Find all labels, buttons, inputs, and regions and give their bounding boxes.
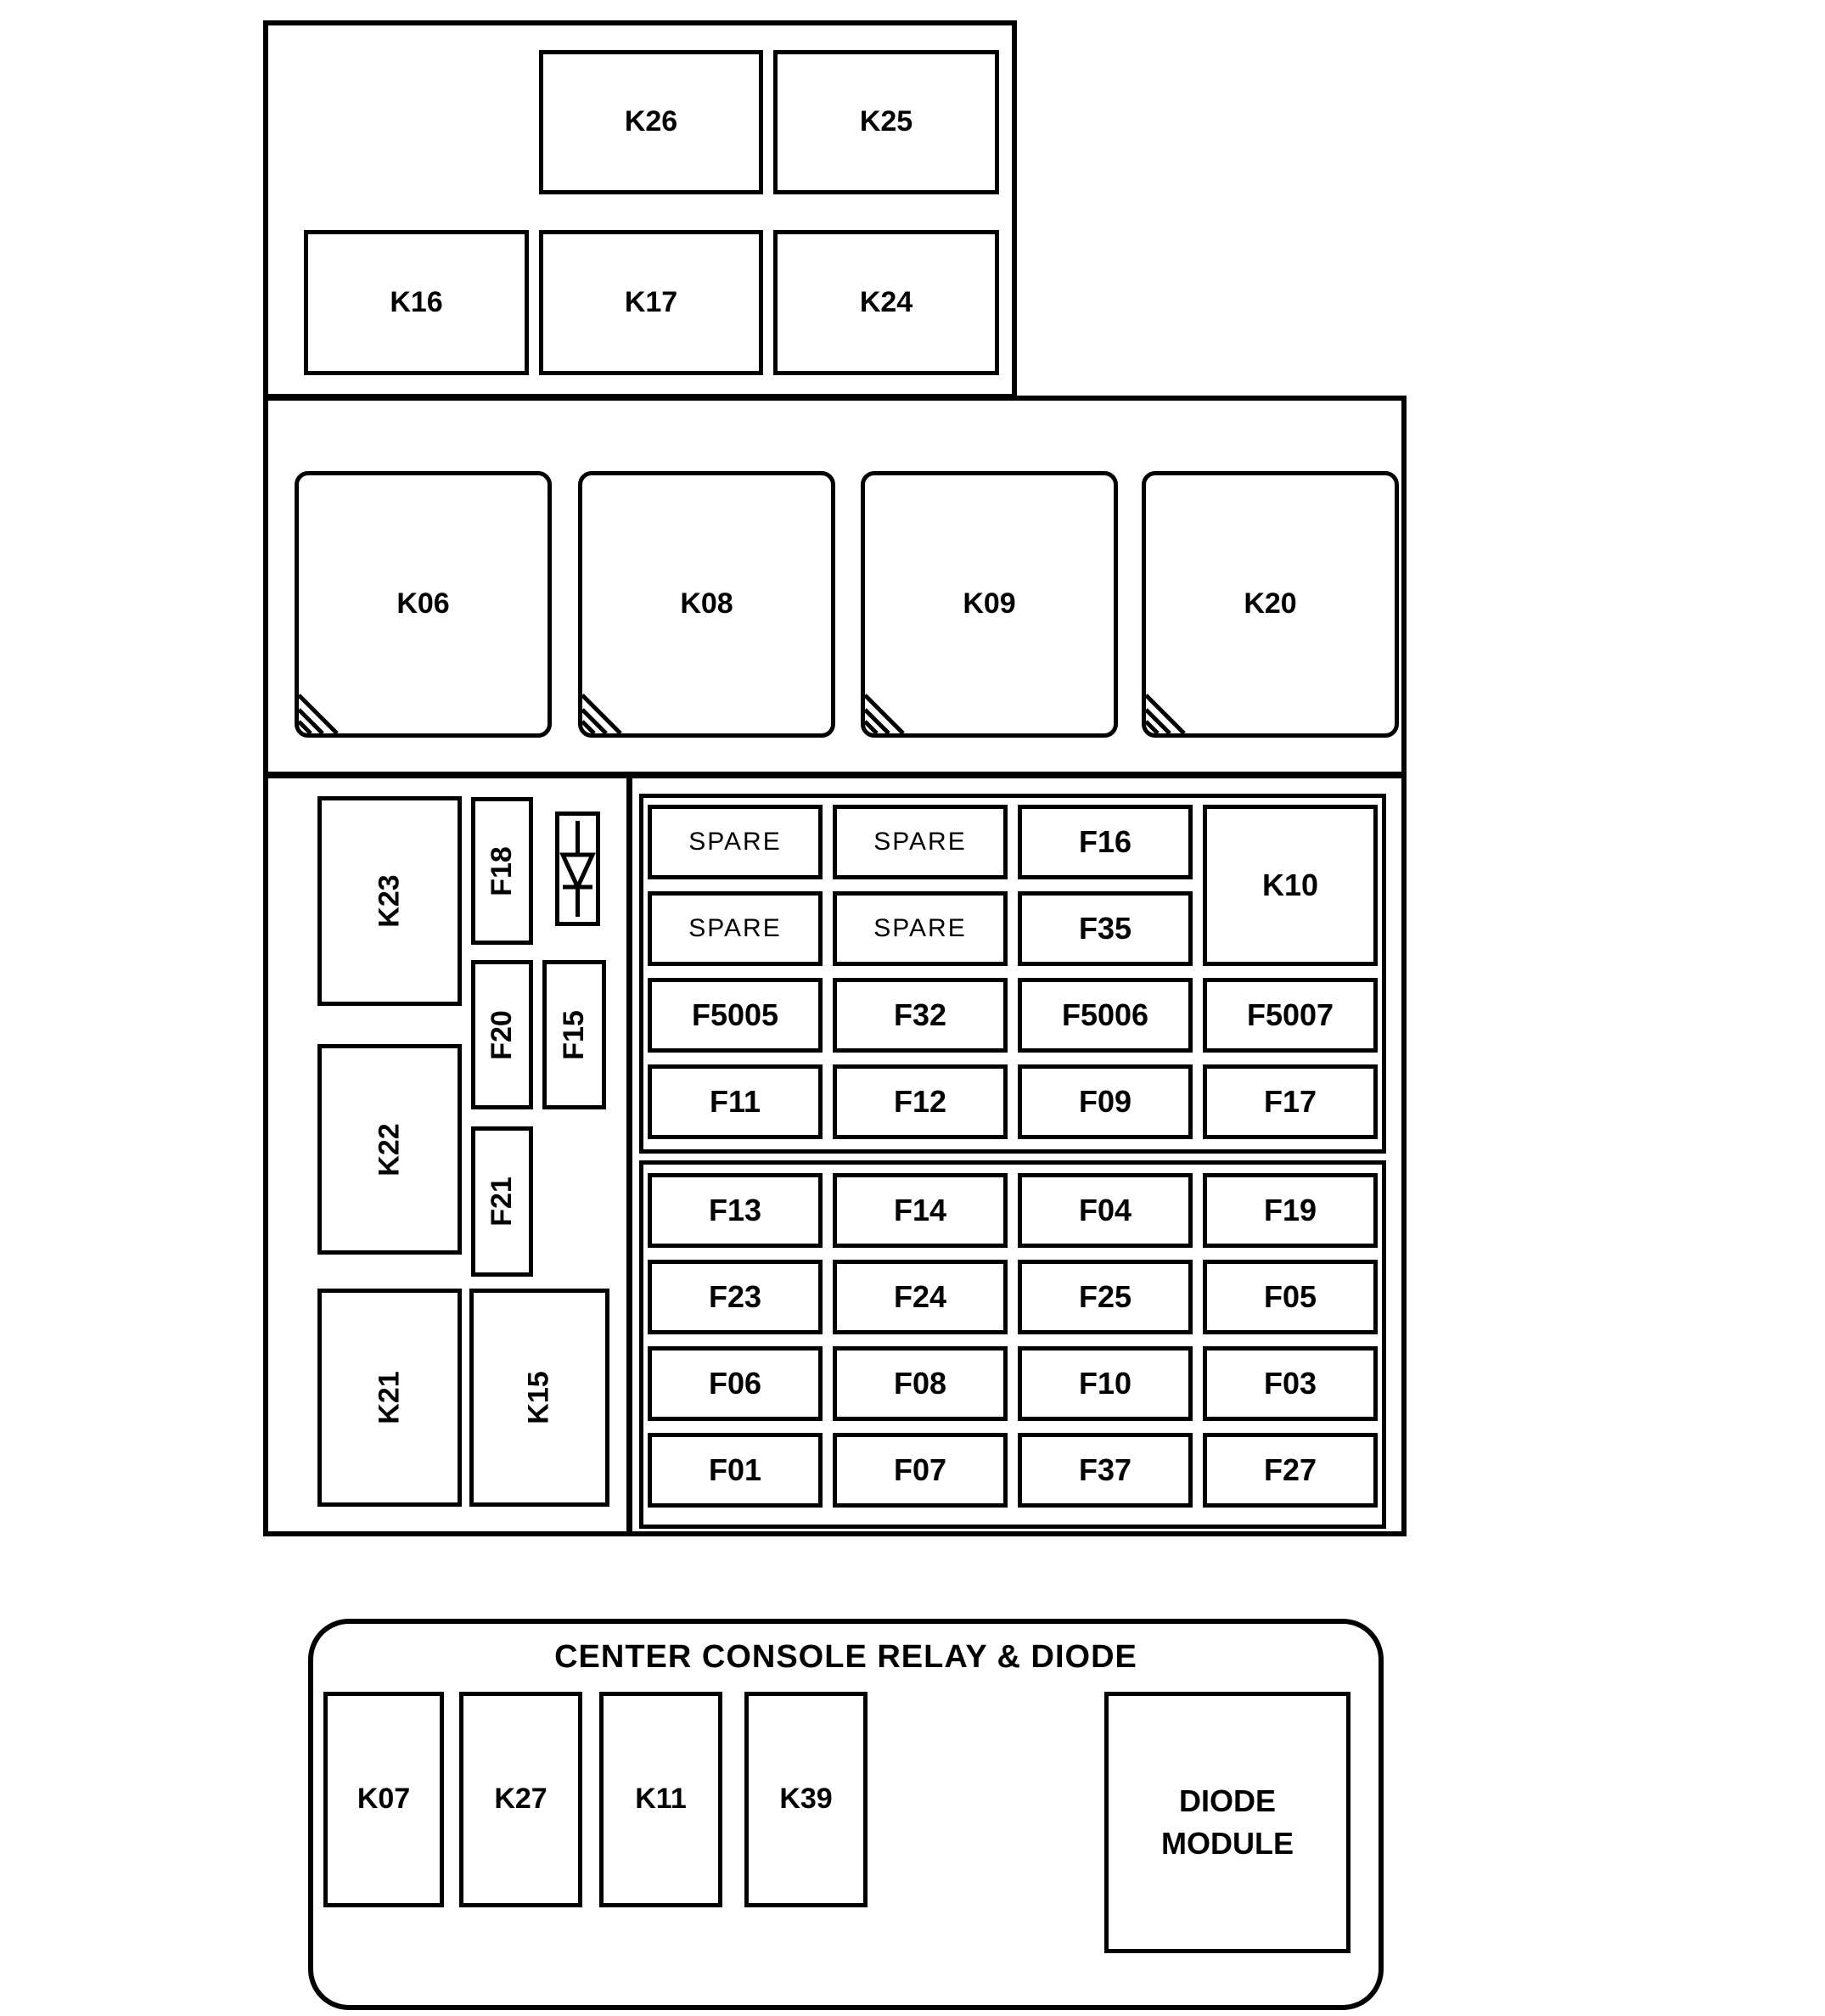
- hatched-corner-icon: [865, 691, 907, 733]
- fuse-f27: [1203, 1433, 1378, 1508]
- fuse-panel: [263, 773, 1407, 1536]
- fuse-f18: [471, 797, 533, 945]
- relay-k10: [1203, 805, 1378, 966]
- relay-k06: [295, 471, 552, 738]
- relay-k22: [317, 1044, 462, 1255]
- relay-k21: [317, 1289, 462, 1507]
- relay-k26: [539, 50, 763, 194]
- fuse-label: F04: [1078, 1193, 1132, 1227]
- relay-k20: [1142, 471, 1399, 738]
- fuse-f32: [833, 978, 1008, 1053]
- fuse-f01: [648, 1433, 823, 1508]
- fuse-f12: [833, 1064, 1008, 1139]
- diode-module-box: [1104, 1692, 1350, 1953]
- relay-label: K09: [963, 587, 1016, 621]
- fuse-label: F5006: [1061, 997, 1149, 1032]
- fuse-label: F08: [893, 1366, 947, 1401]
- fuse-label: F19: [1263, 1193, 1317, 1227]
- fuse-f14: [833, 1173, 1008, 1248]
- relay-label: K07: [357, 1783, 411, 1816]
- fuse-label: F07: [893, 1452, 947, 1487]
- fuse-label: F32: [893, 997, 947, 1032]
- relay-k27: [459, 1692, 582, 1907]
- relay-k25: [773, 50, 999, 194]
- relay-label: K17: [624, 285, 678, 318]
- fuse-f21: [471, 1126, 533, 1277]
- fuse-f09: [1018, 1064, 1193, 1139]
- fuse-label: F21: [486, 1176, 518, 1227]
- hatched-corner-icon: [299, 691, 341, 733]
- relay-k23: [317, 796, 462, 1006]
- fuse-label: F5007: [1246, 997, 1334, 1032]
- console-title: CENTER CONSOLE RELAY & DIODE: [554, 1639, 1137, 1675]
- relay-k24: [773, 230, 999, 375]
- relay-label: K10: [1261, 868, 1319, 902]
- spare-label: SPARE: [688, 828, 782, 856]
- relay-label: K16: [390, 285, 443, 318]
- panel-divider: [626, 778, 632, 1531]
- fuse-f13: [648, 1173, 823, 1248]
- spare-label: SPARE: [873, 914, 967, 942]
- fuse-f37: [1018, 1433, 1193, 1508]
- relay-k39: [744, 1692, 868, 1907]
- relay-label: K20: [1244, 587, 1297, 621]
- fuse-f19: [1203, 1173, 1378, 1248]
- fuse-label: F05: [1263, 1279, 1317, 1314]
- relay-label: K21: [373, 1371, 406, 1424]
- fuse-label: F15: [558, 1009, 590, 1060]
- fuse-grid-bottom: [639, 1160, 1386, 1529]
- fuse-f03: [1203, 1346, 1378, 1421]
- fuse-label: F09: [1078, 1084, 1132, 1119]
- diode-module-label: DIODE MODULE: [1161, 1783, 1294, 1861]
- hatched-corner-icon: [582, 691, 625, 733]
- relay-k11: [599, 1692, 722, 1907]
- fuse-label: F20: [486, 1009, 518, 1060]
- spare-fuse-cell: [648, 891, 823, 966]
- fuse-f20: [471, 960, 533, 1109]
- relay-label: K24: [859, 285, 913, 318]
- relay-label: K08: [680, 587, 733, 621]
- relay-k17: [539, 230, 763, 375]
- relay-k16: [304, 230, 529, 375]
- fuse-label: F03: [1263, 1366, 1317, 1401]
- relay-k09: [861, 471, 1118, 738]
- fuse-f06: [648, 1346, 823, 1421]
- fuse-f5007: [1203, 978, 1378, 1053]
- fuse-label: F13: [708, 1193, 762, 1227]
- fuse-label: F18: [486, 845, 518, 896]
- main-relay-box: [263, 396, 1407, 777]
- fuse-f25: [1018, 1260, 1193, 1334]
- relay-k15: [469, 1289, 609, 1507]
- fuse-f17: [1203, 1064, 1378, 1139]
- fuse-f07: [833, 1433, 1008, 1508]
- fuse-f08: [833, 1346, 1008, 1421]
- hatched-corner-icon: [1146, 691, 1188, 733]
- fuse-label: F24: [893, 1279, 947, 1314]
- fuse-grid-top: [639, 794, 1386, 1154]
- spare-fuse-cell: [648, 805, 823, 879]
- diode-box: [555, 811, 600, 926]
- fuse-label: F5005: [691, 997, 779, 1032]
- fuse-f23: [648, 1260, 823, 1334]
- fuse-f5005: [648, 978, 823, 1053]
- relay-label: K23: [373, 874, 406, 928]
- fuse-label: F23: [708, 1279, 762, 1314]
- fuse-label: F12: [893, 1084, 947, 1119]
- fuse-f16: [1018, 805, 1193, 879]
- relay-k07: [323, 1692, 444, 1907]
- relay-label: K11: [635, 1783, 687, 1816]
- spare-fuse-cell: [833, 805, 1008, 879]
- relay-label: K06: [396, 587, 450, 621]
- fuse-label: F17: [1263, 1084, 1317, 1119]
- fuse-label: F37: [1078, 1452, 1132, 1487]
- fuse-f15: [542, 960, 606, 1109]
- fuse-label: F16: [1078, 824, 1132, 859]
- fuse-f5006: [1018, 978, 1193, 1053]
- fuse-label: F14: [893, 1193, 947, 1227]
- fuse-label: F25: [1078, 1279, 1132, 1314]
- fuse-label: F11: [709, 1084, 761, 1119]
- fuse-label: F27: [1263, 1452, 1317, 1487]
- spare-label: SPARE: [873, 828, 967, 856]
- fuse-label: F10: [1078, 1366, 1132, 1401]
- fuse-f05: [1203, 1260, 1378, 1334]
- relay-label: K27: [494, 1783, 548, 1816]
- spare-label: SPARE: [688, 914, 782, 942]
- fuse-f04: [1018, 1173, 1193, 1248]
- fuse-label: F01: [708, 1452, 762, 1487]
- relay-k08: [578, 471, 835, 738]
- fuse-f10: [1018, 1346, 1193, 1421]
- fuse-f35: [1018, 891, 1193, 966]
- center-console-box: [308, 1619, 1384, 2010]
- fuse-label: F06: [708, 1366, 762, 1401]
- relay-label: K15: [523, 1371, 555, 1424]
- relay-label: K25: [859, 105, 913, 138]
- fuse-label: F35: [1078, 911, 1132, 946]
- diode-symbol-icon: [559, 816, 596, 922]
- relay-label: K22: [373, 1122, 406, 1176]
- fuse-f11: [648, 1064, 823, 1139]
- fuse-f24: [833, 1260, 1008, 1334]
- relay-label: K39: [779, 1783, 833, 1816]
- spare-fuse-cell: [833, 891, 1008, 966]
- top-relay-box: [263, 20, 1017, 399]
- relay-label: K26: [624, 105, 678, 138]
